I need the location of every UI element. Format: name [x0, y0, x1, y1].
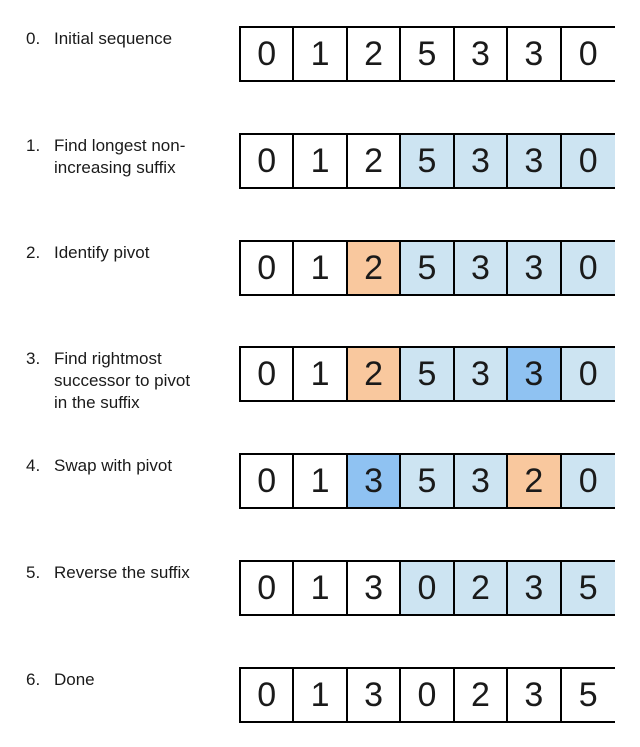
sequence-cell-successor: 3 — [348, 455, 401, 507]
step-label: Find rightmost successor to pivot in the suffix — [54, 349, 191, 412]
sequence-cell-suffix: 5 — [401, 242, 454, 294]
sequence-cell-plain: 1 — [294, 28, 347, 80]
sequence-cell-plain: 2 — [455, 669, 508, 721]
sequence-row — [239, 560, 615, 616]
sequence-cell-suffix: 3 — [508, 242, 561, 294]
sequence-row — [239, 453, 615, 509]
step-label: Find longest non- increasing suffix — [54, 136, 186, 177]
step-number: 3. — [26, 349, 41, 368]
sequence-cell-pivot: 2 — [348, 348, 401, 400]
sequence-row — [239, 240, 615, 296]
step-label: Initial sequence — [54, 29, 173, 48]
sequence-cell-suffix: 0 — [401, 562, 454, 614]
sequence-cell-suffix: 3 — [455, 135, 508, 187]
sequence-cell-plain: 5 — [401, 28, 454, 80]
sequence-cell-plain: 1 — [294, 562, 347, 614]
sequence-cell-plain: 1 — [294, 242, 347, 294]
sequence-cell-suffix: 0 — [562, 455, 615, 507]
sequence-cell-suffix: 5 — [562, 562, 615, 614]
sequence-cell-pivot: 2 — [348, 242, 401, 294]
sequence-cell-successor: 3 — [508, 348, 561, 400]
sequence-cell-suffix: 3 — [455, 455, 508, 507]
step-label: Swap with pivot — [54, 456, 173, 475]
sequence-cell-plain: 3 — [455, 28, 508, 80]
sequence-cell-plain: 0 — [241, 28, 294, 80]
sequence-cell-plain: 2 — [348, 28, 401, 80]
sequence-cell-plain: 3 — [508, 669, 561, 721]
sequence-row — [239, 667, 615, 723]
sequence-cell-suffix: 0 — [562, 135, 615, 187]
sequence-cell-plain: 0 — [241, 455, 294, 507]
step-number: 2. — [26, 243, 41, 262]
step-number: 0. — [26, 29, 41, 48]
step-number: 1. — [26, 136, 41, 155]
sequence-row — [239, 26, 615, 82]
sequence-cell-plain: 5 — [562, 669, 615, 721]
sequence-cell-suffix: 3 — [508, 135, 561, 187]
sequence-cell-plain: 3 — [348, 669, 401, 721]
sequence-cell-plain: 0 — [401, 669, 454, 721]
step-number: 5. — [26, 563, 41, 582]
sequence-cell-plain: 0 — [562, 28, 615, 80]
sequence-cell-suffix: 5 — [401, 455, 454, 507]
sequence-cell-plain: 0 — [241, 242, 294, 294]
sequence-cell-plain: 1 — [294, 455, 347, 507]
sequence-cell-plain: 0 — [241, 562, 294, 614]
sequence-cell-plain: 3 — [508, 28, 561, 80]
step-number: 6. — [26, 670, 41, 689]
sequence-cell-plain: 3 — [348, 562, 401, 614]
sequence-cell-suffix: 3 — [508, 562, 561, 614]
sequence-cell-suffix: 0 — [562, 242, 615, 294]
step-label: Reverse the suffix — [54, 563, 190, 582]
sequence-cell-plain: 1 — [294, 348, 347, 400]
sequence-cell-plain: 0 — [241, 348, 294, 400]
sequence-cell-suffix: 3 — [455, 348, 508, 400]
sequence-cell-suffix: 3 — [455, 242, 508, 294]
sequence-row — [239, 346, 615, 402]
sequence-cell-plain: 0 — [241, 669, 294, 721]
sequence-cell-suffix: 5 — [401, 135, 454, 187]
sequence-cell-plain: 0 — [241, 135, 294, 187]
sequence-row — [239, 133, 615, 189]
step-label: Identify pivot — [54, 243, 150, 262]
sequence-cell-plain: 1 — [294, 669, 347, 721]
sequence-cell-suffix: 2 — [455, 562, 508, 614]
sequence-cell-plain: 1 — [294, 135, 347, 187]
sequence-cell-pivot: 2 — [508, 455, 561, 507]
sequence-cell-plain: 2 — [348, 135, 401, 187]
step-label: Done — [54, 670, 95, 689]
sequence-cell-suffix: 5 — [401, 348, 454, 400]
sequence-cell-suffix: 0 — [562, 348, 615, 400]
step-number: 4. — [26, 456, 41, 475]
